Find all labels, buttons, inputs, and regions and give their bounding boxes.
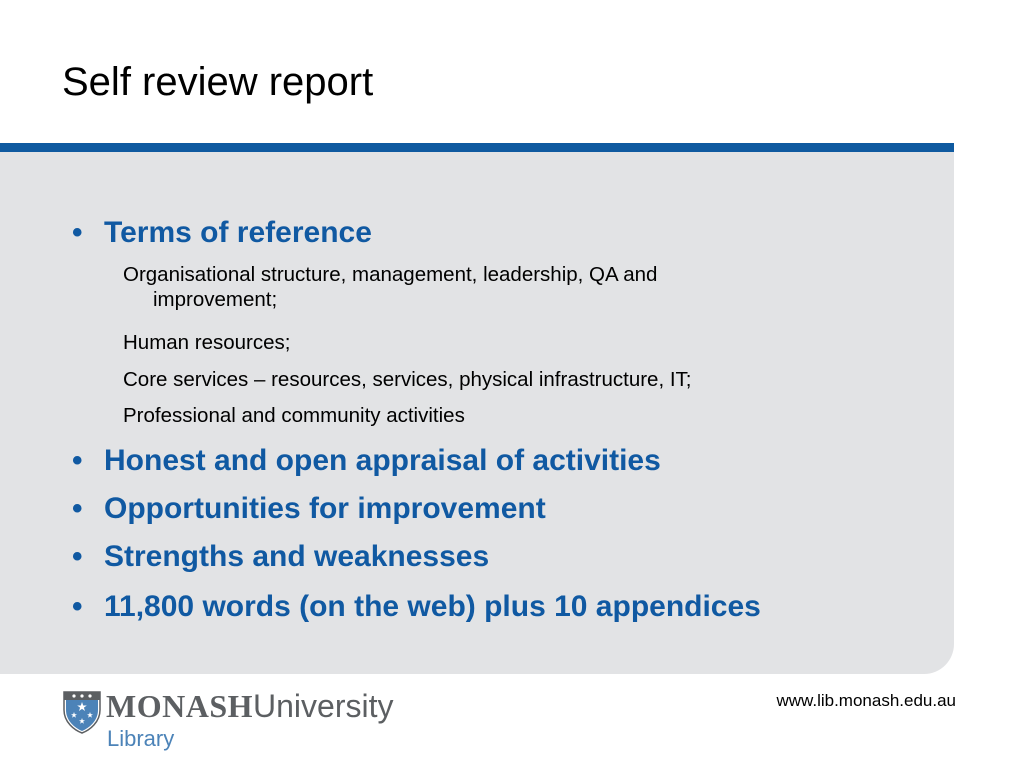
logo-monash: MONASH (106, 688, 253, 724)
bullet-marker: • (72, 540, 83, 573)
content-panel (0, 152, 954, 674)
bullet-text: 11,800 words (on the web) plus 10 appendices (104, 590, 761, 623)
logo-library: Library (107, 726, 175, 751)
bullet-marker: • (72, 590, 83, 623)
bullet-marker: • (72, 444, 83, 477)
bullet-text: Honest and open appraisal of activities (104, 444, 661, 477)
footer-website-url: www.lib.monash.edu.au (776, 691, 956, 710)
sub-item-human-resources (123, 331, 813, 356)
title-divider (0, 143, 954, 152)
sub-item-text: Organisational structure, management, leadership, QA and (123, 263, 658, 286)
bullet-terms-of-reference (72, 218, 372, 248)
bullet-text: Terms of reference (104, 216, 372, 249)
sub-item-text: Core services – resources, services, physical infrastructure, IT; (123, 368, 692, 391)
bullet-honest-appraisal (72, 446, 661, 476)
monash-crest-icon (62, 690, 102, 734)
sub-item-organisational (123, 263, 813, 312)
bullet-marker: • (72, 216, 83, 249)
sub-item-text: Human resources; (123, 331, 291, 354)
bullet-opportunities (72, 494, 546, 524)
bullet-text: Strengths and weaknesses (104, 540, 490, 573)
sub-item-professional (123, 404, 813, 429)
slide-title: Self review report (62, 60, 374, 104)
bullet-text: Opportunities for improvement (104, 492, 546, 525)
bullet-strengths (72, 542, 489, 572)
sub-item-core-services (123, 368, 813, 393)
sub-item-text: Professional and community activities (123, 404, 465, 427)
bullet-marker: • (72, 492, 83, 525)
bullet-word-count (72, 592, 761, 622)
sub-item-continuation: improvement; (153, 287, 278, 311)
logo-university: University (253, 688, 394, 724)
logo-wordmark (106, 690, 393, 722)
